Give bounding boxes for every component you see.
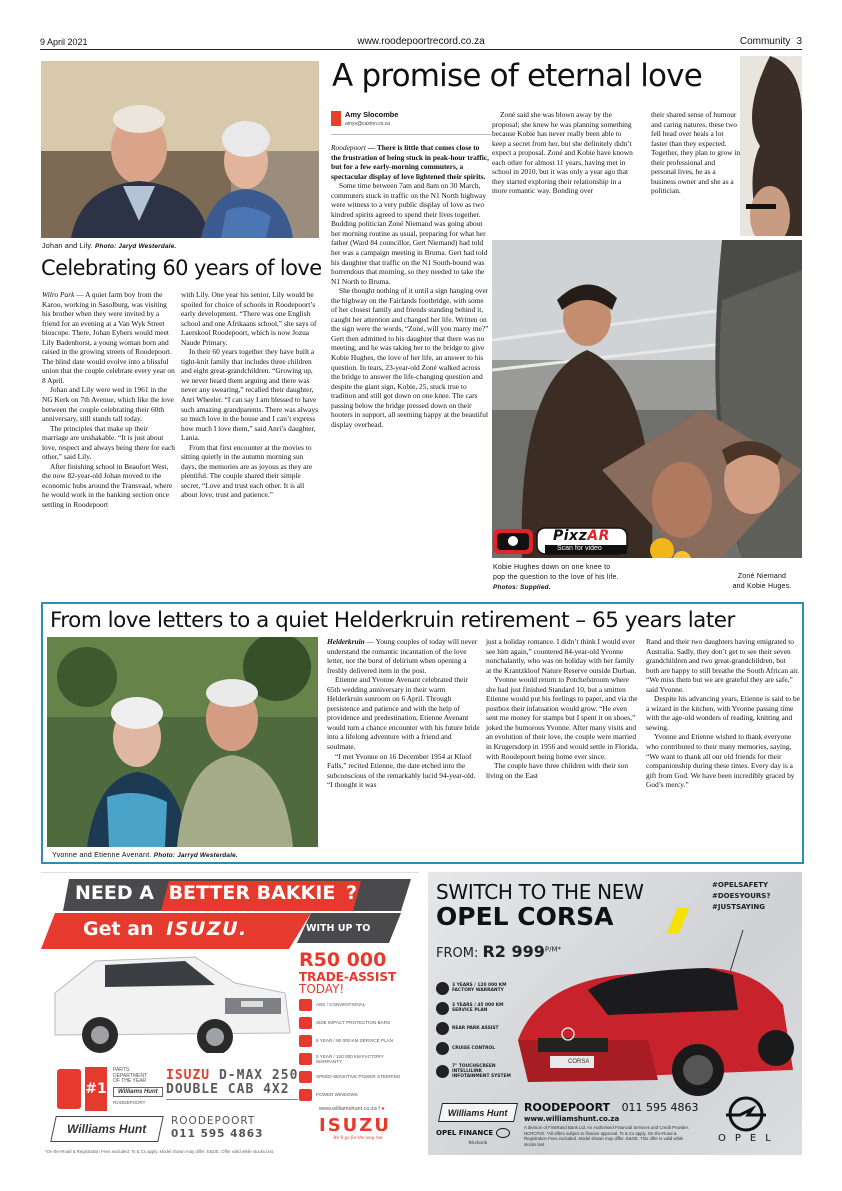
- door-bars-icon: [299, 1017, 312, 1029]
- feature-item: ABS / CONVENTIONAL: [299, 999, 409, 1011]
- lead-paragraph: — There is little that comes close to the frustration of being stuck in peak-hour traffic, but for a few early-morning commuters, a spectacular display of love lightened their spirits.: [331, 143, 489, 181]
- proposal-caption: Kobie Hughes down on one knee to pop the question to the love of his life. Photos: Supplied.: [493, 564, 619, 591]
- issue-date: 9 April 2021: [40, 37, 88, 47]
- pixzar-tagline: Scan for video: [557, 545, 602, 552]
- feature-item: 5 YEAR / 90 000 KM SERVICE PLAN: [299, 1035, 409, 1047]
- parts-award: #1 PARTS DEPARTMENT OF THE YEAR Williams Hunt ROODEPOORT: [57, 1067, 167, 1111]
- zone-profile-photo: [740, 56, 802, 236]
- opel-corsa-illustration: [508, 930, 798, 1100]
- power-window-icon: [299, 1089, 312, 1101]
- feature-item: CRUISE CONTROL: [436, 1038, 516, 1058]
- photo-credit: Photos: Supplied.: [493, 584, 551, 591]
- with-up-to: WITH UP TO: [306, 923, 371, 934]
- story2-column-3: their shared sense of humour and caring natures, these two fell head over heals a lot faster than they expected. Together, they plan to grow in their professional and personal lives, he as a business owner and she as a politician.: [651, 110, 741, 196]
- isuzu-feature-list: [299, 999, 409, 1101]
- byline-accent: [331, 111, 341, 126]
- trade-assist-label: TRADE-ASSIST TODAY!: [299, 970, 397, 996]
- story3-column-3: Rand and their two daughters having emigrated to Australia. Sadly, they don’t get to see their seven grandchildren and two great-grandchildren, but both are happy to still breathe the South African air. “We miss them but we are grateful they are safe,” said Yvonne. Despite his advancing years, Etienne is said to be a wizard in the kitchen, with Yvonne passing time with the age-old wonders of reading, knitting and sewing. Yvonne and Etienne wished to thank everyone who contributed to their many memories, saying, “We want to thank all our old friends for their companionship during these times. Every day is a gift from God. We have been incredibly graced by God’s mercy.”: [646, 637, 800, 790]
- warranty-icon: [299, 1053, 312, 1065]
- photo-credit: Photo: Jarryd Westerdale.: [153, 852, 238, 859]
- award-mascot-icon: [57, 1069, 81, 1109]
- opel-dealer-contact: ROODEPOORT 011 595 4863: [524, 1101, 699, 1114]
- section-label: [740, 36, 802, 47]
- story3-column-2: just a holiday romance. I didn’t think I would ever see him again,” countered 84-year-old Yvonne nonchalantly, who was on holiday with her family at the Krantzkloof Nature Reserve outside Durban. Yvonne would return to Potchefstroom where she had just finished Standard 10, but a smitten Etienne would put his feelings to paper, and via the postbox their infatuation would grow. “He even sent me money for stamps but I spent it on shoes,” joked the humorous Yvonne. After many visits and an evolution of their love, the couple were married in Krugersdorp in 1956 and would settle in Florida, with Roodepoort being home ever since. The couple have three children with their son living on the East: [486, 637, 639, 780]
- dateline: Roodepoort: [331, 143, 366, 152]
- price-line: FROM: R2 $999^{P/M*}$: [436, 942, 562, 961]
- isuzu-headline-1: NEED A BETTER BAKKIE ?: [75, 882, 357, 904]
- author-email[interactable]: amys@caxton.co.za: [345, 121, 391, 127]
- touchscreen-icon: [436, 1065, 449, 1078]
- eternal-love-headline: A promise of eternal love: [332, 58, 702, 94]
- williams-hunt-logo[interactable]: Williams Hunt: [50, 1116, 164, 1142]
- site-url[interactable]: www.roodepoortrecord.co.za: [357, 36, 485, 47]
- opel-wordmark: OPEL: [718, 1133, 780, 1144]
- warranty-icon: [436, 982, 449, 995]
- feature-item: SPEED-SENSITIVE POWER STEERING: [299, 1071, 409, 1083]
- story2-column-1: Roodepoort — There is little that comes close to the frustration of being stuck in peak-hour traffic, but for a few early-morning commuters, a spectacular display of love lightened their spirits. Some time between 7am and 8am on 30 March, commuters stuck in traffic on the N1 North highway were witness to a very public display of love as two kindred spirits agreed to spend their lives together. Budding politician Zoné Niemand was going about her morning routine as usual, preparing for what her father (Ward 84 councillor, Gert Niemand) had told her was a campaign meeting in Bruma. Gert had told his daughter that traffic on the N1 South-bound was horrendous that morning, so they needed to take the N1 North to Bruma. She thought nothing of it until a sign hanging over the highway on the Fairlands footbridge, with some of her closest family and friends standing behind it, caught her attention and changed her life. Written on the sign were the words, “Zoné, will you marry me?” Gert then admitted to his daughter that there was no meeting, and he was taking her to the bridge to give Kobie Hughes, the love of her life, an answer to his question. In tears, 23-year-old Zoné walked across the bridge to answer the life-changing question and despite the giant sign, Kobie, 25, stuck true to tradition and still got down on one knee. The cars passing below the bridge pressed down on their hooters in support, all seeming happy at the beautiful display overhead.: [331, 143, 489, 429]
- page-folio: [40, 36, 802, 50]
- abs-icon: [299, 999, 312, 1011]
- story2-column-2: Zoné said she was blown away by the proposal; she knew he was planning something because Kobie has never really been able to keep a secret from her, but she definitely didn’t expect a proposal. Zoné and Kobie have known each other for almost 11 years, having met in school in 2010, but it was only a year ago that they started exploring their relationship in a more romantic way. Bonding over: [492, 110, 633, 196]
- opel-headline-1: SWITCH TO THE NEW: [436, 880, 644, 904]
- opel-headline-2: OPEL CORSA: [436, 902, 614, 931]
- feature-item: REAR PARK ASSIST: [436, 1018, 516, 1038]
- feature-item: 3 YEARS / 120 000 KM FACTORY WARRANTY: [436, 978, 516, 998]
- monthly-price: R2 999: [482, 942, 545, 961]
- feature-item: 5 YEAR / 120 000 KM FACTORY WARRANTY: [299, 1053, 409, 1065]
- photo-credit: Photo: Jaryd Westerdale.: [95, 243, 177, 250]
- dealer-phone[interactable]: 011 595 4863: [171, 1128, 264, 1140]
- section-name: Community: [739, 36, 791, 47]
- selfie-caption: Zoné Niemand and Kobie Huges.: [732, 573, 792, 590]
- wrench-icon: [299, 1035, 312, 1047]
- couple-photo-illustration: [41, 61, 319, 238]
- isuzu-slogan: We’ll go for the long run: [333, 1136, 383, 1141]
- yvonne-etienne-caption: Yvonne and Etienne Avenant. Photo: Jarryd Westerdale.: [52, 850, 238, 859]
- award-rank: #1: [85, 1067, 107, 1111]
- dealer-phone[interactable]: 011 595 4863: [621, 1101, 699, 1114]
- opel-website[interactable]: www.williamshunt.co.za: [524, 1115, 620, 1123]
- service-icon: [436, 1002, 449, 1015]
- story3-column-1: Helderkruin — Young couples of today will never understand the romantic incantation of the love letter, nor the burst of delirium when opening a freshly delivered item in the post. Etienne and Yvonne Avenant celebrated their 65th wedding anniversary in their warm Helderkruin sunroom on 6 April. Through persistence and patience and with the help of providence and predestination, Etienne Avenant would turn a chance encounter with his future bride into a lifelong adventure with a friend and soulmate. “I met Yvonne on 16 December 1954 at Kloof Falls,” recited Etienne, the date etched into the subconscious of the remarkably lucid 94-year-old. “I thought it was: [327, 637, 480, 790]
- hashtags: #OPELSAFETY #DOESYOURS? #JUSTSAYING: [712, 881, 771, 911]
- cruise-control-icon: [436, 1042, 449, 1055]
- opel-corsa-advert[interactable]: [428, 872, 802, 1155]
- number-plate: CORSA: [568, 1059, 590, 1065]
- opel-finance-logo: OPEL FINANCE: [436, 1128, 510, 1138]
- isuzu-bakkie-illustration: [45, 953, 295, 1053]
- pixzar-scan-badge[interactable]: [493, 526, 629, 556]
- proposal-photo: [492, 240, 802, 558]
- celebrating-60-headline: Celebrating 60 years of love: [41, 256, 322, 280]
- feature-item: 7" TOUCHSCREEN INTELLILINK INFOTAINMENT SYSTEM: [436, 1058, 516, 1084]
- steering-icon: [299, 1071, 312, 1083]
- johan-lily-caption: [42, 241, 176, 252]
- opel-feature-list: [436, 978, 516, 1084]
- isuzu-website[interactable]: www.williamshunt.co.za f ●: [319, 1106, 385, 1112]
- isuzu-logo: ISUZU: [319, 1115, 391, 1136]
- helderkruin-headline: From love letters to a quiet Helderkruin retirement – 65 years later: [50, 608, 735, 633]
- author-name: Amy Slocombe: [345, 110, 399, 119]
- opel-logo-icon: [724, 1096, 768, 1132]
- byline: [331, 109, 491, 135]
- isuzu-headline-2: Get an ISUZU.: [83, 918, 248, 940]
- park-assist-icon: [436, 1022, 449, 1035]
- feature-item: POWER WINDOWS: [299, 1089, 409, 1101]
- page-number: 3: [796, 36, 802, 47]
- opel-disclaimer: A division of FirstRand Bank Ltd. An Authorised Financial Services and Credit Provider. NCRCP20. *All offers subject to finance approval. Ts & Cs apply. On-the-Road & Registration Fees excluded. Model shown may differ. E&OE. This offer is valid while stocks last.: [524, 1125, 690, 1147]
- yvonne-etienne-photo: [47, 637, 318, 847]
- williams-hunt-logo[interactable]: Williams Hunt: [438, 1103, 518, 1122]
- johan-lily-photo: [41, 61, 319, 238]
- couple-garden-illustration: [47, 637, 318, 847]
- caption-text: Johan and Lily.: [42, 241, 93, 250]
- wesbank-label: Wesbank: [468, 1140, 488, 1146]
- proposal-scene-illustration: [492, 240, 802, 558]
- story1-column-2: with Lily. One year his senior, Lily would be spoiled for choice of schools in Roodepoort’s early development. “There was one English school and one Afrikaans school,” she says of Laerskool Roodepoort, which is now Jozua Naude Primary. In their 60 years together they have built a tight-knit family that includes three children and eight great-grandchildren. “Growing up, we never heard them arguing and there was never any swearing,” recalled their daughter, Anri Wheeler. “I can say I am blessed to have such amazing grandparents. There was always so much love in the house and I can’t express how much I love them,” said Anri’s daughter, Lania. From that first encounter at the movies to sitting quietly in the autumn morning sun days, the memories are as joyous as they are plentiful. The couple shared their simple secret, “Love and trust each other. It is all about love, trust and patience.”: [181, 290, 318, 500]
- feature-item: 3 YEARS / 45 000 KM SERVICE PLAN: [436, 998, 516, 1018]
- feature-item: SIDE IMPACT PROTECTION BARS: [299, 1017, 409, 1029]
- isuzu-disclaimer: *On-the-Road & Registration Fees excluded. Ts & Cs apply. Model shown may differ. E&OE. Offer valid while stocks last.: [45, 1149, 275, 1154]
- model-name: ISUZU D-MAX 250 DOUBLE CAB 4X2: [166, 1069, 298, 1100]
- trade-assist-amount: R50 000: [299, 949, 387, 971]
- isuzu-wordmark: ISUZU.: [166, 918, 248, 940]
- dateline: Helderkruin: [327, 637, 365, 646]
- pixzar-brand: PixzAR: [553, 528, 610, 544]
- story1-column-1: Wilro Park — A quiet farm boy from the Karoo, working in Sasolburg, was visiting his brother when they were invited by a friend for an evening at a Van Wyk Street bioscope. There, Johan Eybers would meet Lily Badenhorst, a young woman born and raised in the growing streets of Roodepoort. The blind date would evolve into a blissful union that the couple celebrate every year on 8 April. Johan and Lily were wed in 1961 in the NG Kerk on 7th Avenue, which like the love between the couple celebrating their 60th anniversary, still stands tall today. The principles that make up their marriage are unshakable. “It is just about love, respect and always being there for each other,” said Lily. After finishing school in Beaufort West, the now 82-year-old Johan moved to the economic hubs around the Transvaal, where he would work in the banking section once settling in Roodepoort: [42, 290, 175, 510]
- woman-glasses-illustration: [740, 56, 802, 236]
- social-icons: f ●: [378, 1106, 385, 1112]
- isuzu-advert[interactable]: [41, 872, 419, 1162]
- dateline: Wilro Park: [42, 290, 75, 299]
- opel-bolt-icon: [496, 1128, 510, 1138]
- dealer-contact: ROODEPOORT 011 595 4863: [171, 1115, 264, 1140]
